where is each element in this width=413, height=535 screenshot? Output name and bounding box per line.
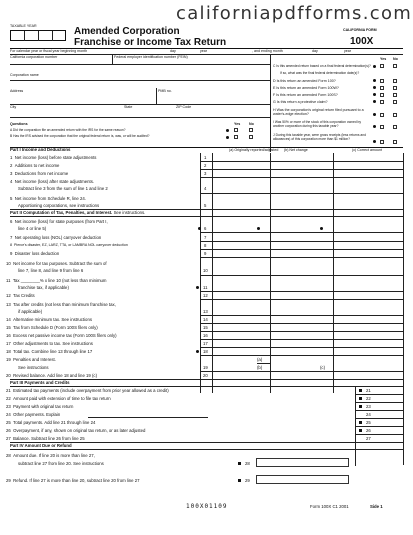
line-14-label: 14 Alternative minimum tax. See instructions [6,317,92,322]
line-7-label: 7 Net operating loss (NOL) carryover deduction [10,235,102,240]
b-no-checkbox[interactable] [249,135,253,139]
question-d: D Is this return an amended Form 100? [273,79,336,83]
question-e: E Is this return an amended Form 100W? [273,86,339,90]
e-no-checkbox[interactable] [393,86,397,90]
line-24-label: 24 Other payments. Explain [6,412,61,417]
state-label: State [124,105,133,109]
part2-title: Part II Computation of Tax, Penalties, and Interest. See instructions. [10,210,146,215]
line-19-col-a-marker: (a) [257,357,263,362]
address-label: Address [10,89,24,93]
line-8-label: 8 Pierce's disaster, EZ, LARZ, TTA, or LAMBRA NOL carryover deduction [10,243,128,247]
g-no-checkbox[interactable] [393,100,397,104]
j-no-checkbox[interactable] [393,140,397,144]
a-no-checkbox[interactable] [249,128,253,132]
fein-label: Federal employer identification number (FEIN) [114,55,188,59]
line-28-amount[interactable] [256,458,349,467]
line-12-label: 12 Tax Credits [6,293,35,298]
a-yes-checkbox[interactable] [234,128,238,132]
line-5-label: 5 Net income from Schedule R, line 24. [10,196,86,201]
city-label: City [10,105,17,109]
line-9-label: 9 Disaster loss deduction [10,251,60,256]
question-a: A Did the corporation file an amended return with the IRS for the same reason? [10,128,126,132]
part3-title: Part III Payments and Credits [10,380,70,385]
line-28-label: 28 Amount due. If line 20 is more than line 27, [6,453,95,458]
line-3-label: 3 Deductions from net income [10,171,69,176]
explain-line[interactable] [88,417,208,418]
col-b-header: (b) Net change [284,148,308,152]
line-1-label: 1 Net income (loss) before state adjustments [10,155,97,160]
g-yes-checkbox[interactable] [380,100,384,104]
taxable-year-label: TAXABLE YEAR [10,24,37,28]
line-18-label: 18 Total tax. Combine line 13 through line 17 [6,349,93,354]
j-yes-checkbox[interactable] [380,140,384,144]
left-no-header: No [249,122,254,126]
corp-name-label: Corporation name [10,73,39,77]
line-17-label: 17 Other adjustments to tax. See instructions [6,341,93,346]
d-yes-checkbox[interactable] [380,79,384,83]
f-no-checkbox[interactable] [393,93,397,97]
line-27-label: 27 Balance. Subtract line 26 from line 25 [6,436,85,441]
line-6-label: 6 Net income (loss) for state purposes (from Part I, [10,219,108,224]
line-11-label: 11 Tax ________% x line 10 (not less than minimum [6,278,107,283]
line-29-amount[interactable] [256,475,349,484]
part1-title: Part I Income and Deductions [10,147,71,152]
california-form-label: CALIFORNIA FORM [343,28,377,32]
part4-title: Part IV Amount Due or Refund [10,443,72,448]
question-f: F Is this return an amended Form 100S? [273,93,338,97]
period-year-label: year [200,49,207,53]
line-23-label: 23 Payment with original tax return [6,404,74,409]
c-no-checkbox[interactable] [393,64,397,68]
line-19-col-c-marker: (c) [320,365,326,370]
h-yes-checkbox[interactable] [380,113,384,117]
no-header: No [393,57,398,61]
line-29-label: 29 Refund. If line 27 is more than line 20, subtract line 20 from line 27 [6,478,140,483]
h-no-checkbox[interactable] [393,113,397,117]
line-4-label: 4 Net income (loss) after state adjustments. [10,179,95,184]
i-yes-checkbox[interactable] [380,125,384,129]
pmb-label: PMB no. [158,89,172,93]
line-15-label: 15 Tax from Schedule D (Form 100S filers only) [6,325,98,330]
left-yes-header: Yes [234,122,241,126]
line-2-label: 2 Additions to net income [10,163,60,168]
period-day-label: day [170,49,176,53]
form-title-line1: Amended Corporation [74,26,180,37]
question-i: I Was 50% or more of the stock of this corporation owned by another corporation during this taxable year? [273,120,362,128]
i-no-checkbox[interactable] [393,125,397,129]
e-yes-checkbox[interactable] [380,86,384,90]
corp-number-label: California corporation number [10,55,58,59]
f-yes-checkbox[interactable] [380,93,384,97]
period-day2-label: day [312,49,318,53]
form-number: 100X [350,36,374,47]
question-c-date: If so, what was the final federal determination date(s)? [280,71,360,75]
line-25-label: 25 Total payments. Add line 21 through line 24 [6,420,96,425]
line-19-label: 19 Penalties and Interest. [6,357,56,362]
form-title-line2: Franchise or Income Tax Return [74,37,227,48]
question-h: H Was the corporation's original return filed pursuant to a water's-edge election? [273,108,364,117]
line-22-label: 22 Amount paid with extension of time to file tax return [6,396,111,401]
question-c: C Is this amended return based on a final federal determination(s)? [273,64,371,68]
questions-title: Questions [10,122,28,126]
line-10-label: 10 Net income for tax purposes. Subtract the sum of [6,261,107,266]
zip-label: ZIP Code [176,105,192,109]
line-16-label: 16 Excess net passive income tax (Form 100S filers only) [6,333,117,338]
col-a-header: (a) Originally reported/adjusted [229,148,279,152]
watermark: californiapdfforms.com [176,3,413,24]
b-yes-checkbox[interactable] [234,135,238,139]
taxable-year-boxes[interactable] [10,30,66,41]
question-j: J During this taxable year, were gross receipts (less returns and allowances) of this corporation more than $1 million? [273,133,366,141]
footer-side: Side 1 [370,504,383,509]
question-g: G Is this return a protective claim? [273,100,328,104]
line-21-label: 21 Estimated tax payments (include overpayment from prior year allowed as a credit) [6,388,169,393]
line-20-label: 20 Revised balance. Add line 18 and line 19 (c) [6,373,98,378]
c-yes-checkbox[interactable] [380,64,384,68]
line-13-label: 13 Tax after credits (not less than minimum franchise tax, [6,302,116,307]
line-19-col-b-marker: (b) [257,365,263,370]
yes-header: Yes [380,57,387,61]
question-b: B Has the IRS advised the corporation that the original federal return is, was, or will be audited? [10,134,150,138]
d-no-checkbox[interactable] [393,79,397,83]
col-c-header: (c) Correct amount [352,148,382,152]
footer-form: Form 100X C1 2001 [310,504,349,509]
period-year2-label: year [344,49,351,53]
line-26-label: 26 Overpayment, if any, shown on original tax return, or as later adjusted [6,428,146,433]
period-label: For calendar year or fiscal year beginning month [10,49,88,53]
period-ending-label: , and ending month [252,49,283,53]
footer-code: 100X01109 [186,503,228,510]
